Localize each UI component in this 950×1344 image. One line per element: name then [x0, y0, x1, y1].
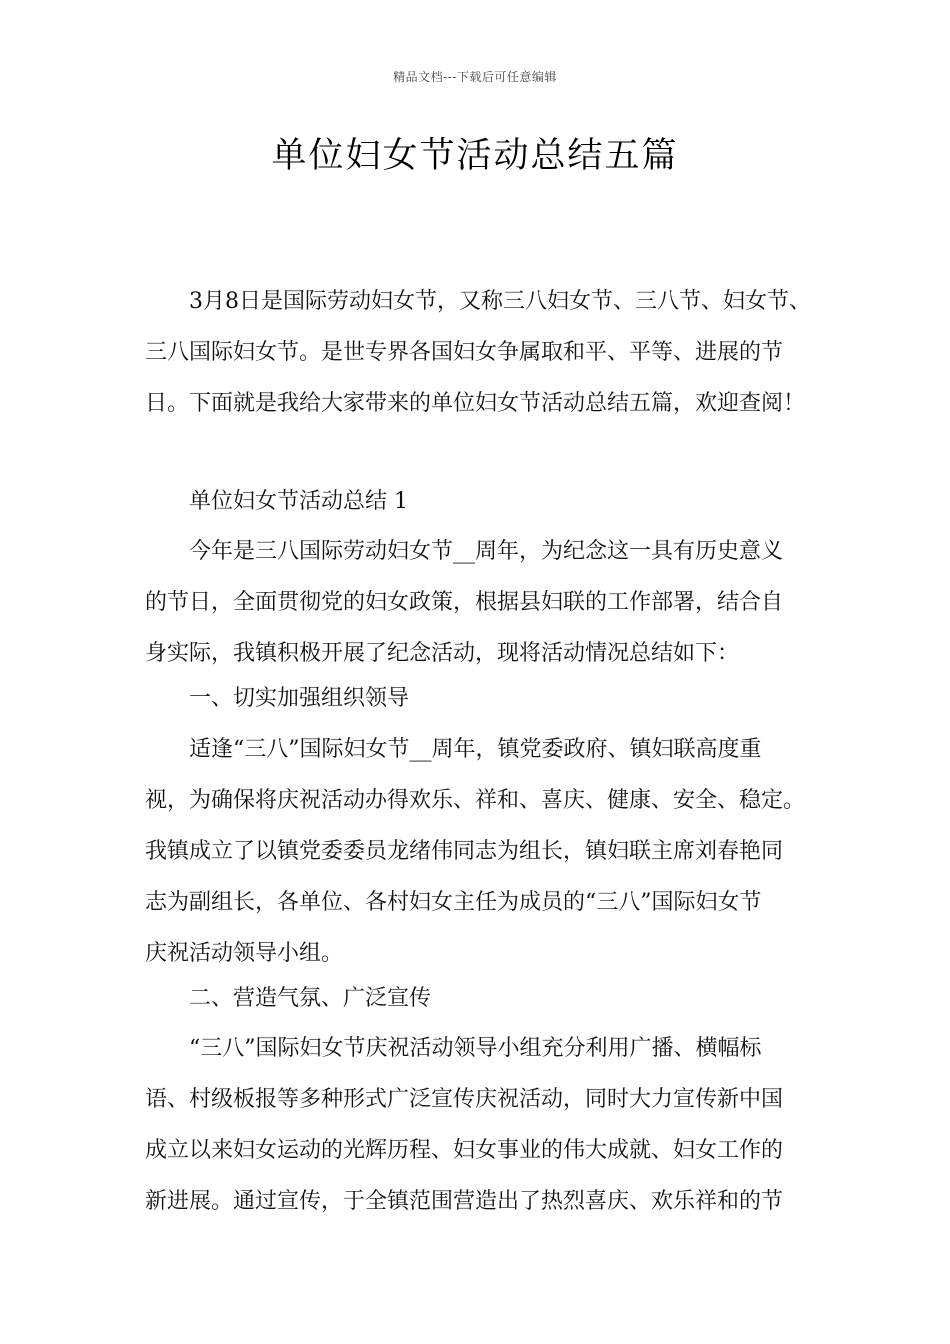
paragraph [145, 724, 835, 979]
subheading-text: 二、营造气氛、广泛宣传 [189, 986, 432, 1011]
paragraph-line: 我镇成立了以镇党委委员龙绪伟同志为组长，镇妇联主席刘春艳同 [145, 839, 784, 864]
paragraph-line: 庆祝活动领导小组。 [145, 941, 344, 966]
paragraph-line: 志为副组长，各单位、各村妇女主任为成员的“三八”国际妇女节 [145, 890, 762, 915]
intro-line: 3月8日是国际劳动妇女节，又称三八妇女节、三八节、妇女节、 [189, 289, 811, 314]
paragraph [145, 526, 835, 679]
page-title: 单位妇女节活动总结五篇 [271, 136, 679, 176]
intro-line: 日。下面就是我给大家带来的单位妇女节活动总结五篇，欢迎查阅！ [145, 391, 806, 416]
subheading [145, 973, 835, 1024]
paragraph-line: “三八”国际妇女节庆祝活动领导小组充分利用广播、横幅标 [189, 1036, 762, 1061]
paragraph-line: 今年是三八国际劳动妇女节__周年，为纪念这一具有历史意义 [189, 539, 784, 564]
paragraph-line: 成立以来妇女运动的光辉历程、妇女事业的伟大成就、妇女工作的 [145, 1138, 784, 1163]
subheading-text: 一、切实加强组织领导 [189, 686, 410, 711]
paragraph [145, 1023, 835, 1227]
paragraph-line: 适逢“三八”国际妇女节__周年，镇党委政府、镇妇联高度重 [189, 737, 762, 762]
section-heading-text: 单位妇女节活动总结 1 [189, 489, 408, 514]
paragraph-line: 新进展。通过宣传，于全镇范围营造出了热烈喜庆、欢乐祥和的节 [145, 1189, 784, 1214]
header-note: 精品文档---下载后可任意编辑 [393, 70, 557, 84]
paragraph-line: 视，为确保将庆祝活动办得欢乐、祥和、喜庆、健康、安全、稳定。 [145, 788, 806, 813]
paragraph-line: 的节日，全面贯彻党的妇女政策，根据县妇联的工作部署，结合自 [145, 590, 784, 615]
intro-paragraph [145, 276, 835, 429]
intro-line: 三八国际妇女节。是世专界各国妇女争属取和平、平等、进展的节 [145, 340, 784, 365]
paragraph-line: 语、村级板报等多种形式广泛宣传庆祝活动，同时大力宣传新中国 [145, 1087, 784, 1112]
section-heading [145, 476, 835, 527]
subheading [145, 673, 835, 724]
paragraph-line: 身实际，我镇积极开展了纪念活动，现将活动情况总结如下： [145, 641, 740, 666]
